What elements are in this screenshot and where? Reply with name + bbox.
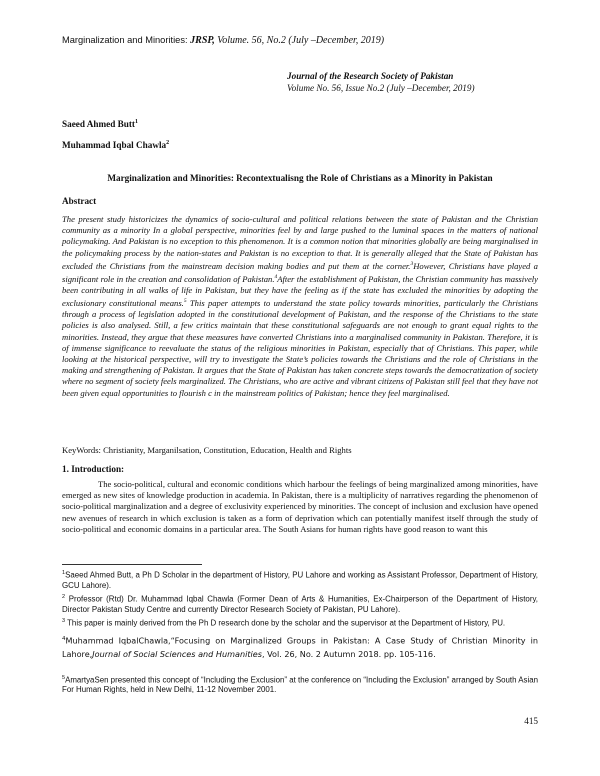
footnote-text: Saeed Ahmed Butt, a Ph D Scholar in the department of History, PU Lahore and working as Assistant Professor, Department of History, GCU Lahore).: [62, 570, 538, 590]
introduction-body: The socio-political, cultural and economic conditions which harbour the feelings of being marginalized among minorities, have emerged as new sites of knowledge production in academia. In Pakistan, there is a multiplicity of narratives regarding the phenomenon of socio-political marginalization and a degree of exclusivity experienced by minorities. The concept of inclusion and exclusion have opened new avenues of research in which exclusion is taken as a form of deprivation which can potentially manifest itself through the study of socio-political and economic domains in a particular area. The South Asians for human rights have good reason to want this: [62, 479, 538, 534]
footnote-number: 4: [62, 635, 66, 642]
running-header: [62, 35, 384, 46]
running-header-title: Marginalization and Minorities:: [62, 35, 191, 45]
footnote-text: , Vol. 26, No. 2 Autumn 2018. pp. 105-116.: [261, 648, 436, 659]
running-header-volume: Volume. 56, No.2 (July –December, 2019): [214, 35, 385, 46]
abstract-part: However, Christians have played a significant role in the creation and consolidation of Pakistan.: [62, 260, 538, 284]
abstract-part: The present study historicizes the dynamics of socio-cultural and political relations between the state of Pakistan and the Christian community as a minority In a global perspective, minorities feel by and large pushed to the luminal spaces in the matters of national policymaking. And Pakistan is no exception to this phenomenon. It is a common notion that minorities globally are being marginalised in the policymaking process by the nation-states and Pakistan is no exception to that. It is generally alleged that the State of Pakistan has excluded the Christians from the mainstream decision making bodies and put them at the corner.: [62, 214, 538, 271]
footnote-2: [62, 592, 538, 615]
footnote-4: [62, 633, 538, 661]
footnote-marker: 3: [410, 260, 414, 267]
footnote-marker: 5: [183, 298, 187, 305]
abstract-part: After the establishment of Pakistan, the Christian community has massively been contributing in all walks of life in Pakistan, but they have the feeling as if the state has excluded the minorities by adopting the exclusionary constitutional means.: [62, 273, 538, 308]
footnote-number: 5: [62, 674, 66, 681]
journal-volume-issue: Volume No. 56, Issue No.2 (July –December, 2019): [287, 83, 475, 93]
footnote-number: 3: [62, 618, 66, 625]
footnote-number: 2: [62, 594, 66, 601]
paper-title: Marginalization and Minorities: Recontextualisng the Role of Christians as a Minority in Pakistan: [107, 173, 493, 183]
footnote-number: 1: [62, 570, 66, 576]
abstract-heading: Abstract: [62, 196, 97, 206]
footnote-5: [62, 673, 538, 696]
footnote-3: [62, 616, 538, 629]
footnote-divider: [62, 564, 202, 565]
footnote-journal-title: Journal of Social Sciences and Humanities: [92, 648, 262, 659]
footnote-marker: 1: [135, 119, 138, 125]
footnote-text: Professor (Rtd) Dr. Muhammad Iqbal Chawla (Former Dean of Arts & Humanities, Ex-Chairperson of the Department of History, Director Pakistan Study Centre and currently Director Research Society of Pakistan, PU Lahore).: [62, 594, 538, 614]
footnote-marker: 4: [274, 273, 278, 280]
journal-block: [287, 70, 475, 94]
abstract-part: This paper attempts to understand the state policy towards minorities, particularly the Christians through a process of legislation adopted in the constitutional development of Pakistan, and the response of the Christians to the state policies is also analysed. Still, a few critics maintain that these constitutional safeguards are not enough to grant equal rights to the minorities. Instead, they argue that these measures have converted Christians into a marginalised community in Pakistan. Therefore, it is of immense significance to reevaluate the status of the religious minorities in Pakistan, especially that of Christians. This paper, while looking at the historical perspective, will try to investigate the State’s policies towards the Christians and the role of Christians in the making and strengthening of Pakistan. It argues that the State of Pakistan has taken concrete steps towards the democratization of society where no segment of society feels marginalized. The Christians, who are active and vibrant citizens of Pakistan still feel that they have not been given equal opportunities to flourish c in the mainstream politics of Pakistan; hence they feel marginalised.: [62, 298, 538, 398]
page-number: 415: [524, 716, 538, 726]
abstract-body: [62, 214, 538, 399]
keywords: KeyWords: Christianity, Marganilsation, Constitution, Education, Health and Rights: [62, 445, 352, 455]
footnote-text: AmartyaSen presented this concept of “Including the Exclusion” at the conference on “Including the Exclusion” arranged by South Asian For Human Rights, held in New Delhi, 11-12 November 2001.: [62, 675, 538, 695]
footnote-1: [62, 568, 538, 591]
journal-abbr: JRSP,: [190, 35, 215, 46]
footnote-marker: 2: [166, 140, 170, 146]
journal-name: Journal of the Research Society of Pakistan: [287, 71, 454, 81]
footnote-text: Muhammad IqbalChawla,“Focusing on Marginalized Groups in Pakistan: A Case Study of Christian Minority in Lahore,: [62, 635, 538, 659]
footnotes: [62, 568, 538, 697]
author-name: Saeed Ahmed Butt: [62, 119, 135, 130]
author-1: [62, 119, 138, 129]
introduction-heading: 1. Introduction:: [62, 464, 125, 474]
footnote-text: This paper is mainly derived from the Ph D research done by the scholar and the supervisor at the Department of History, PU.: [65, 618, 506, 628]
author-2: [62, 140, 169, 150]
author-name: Muhammad Iqbal Chawla: [62, 140, 167, 151]
